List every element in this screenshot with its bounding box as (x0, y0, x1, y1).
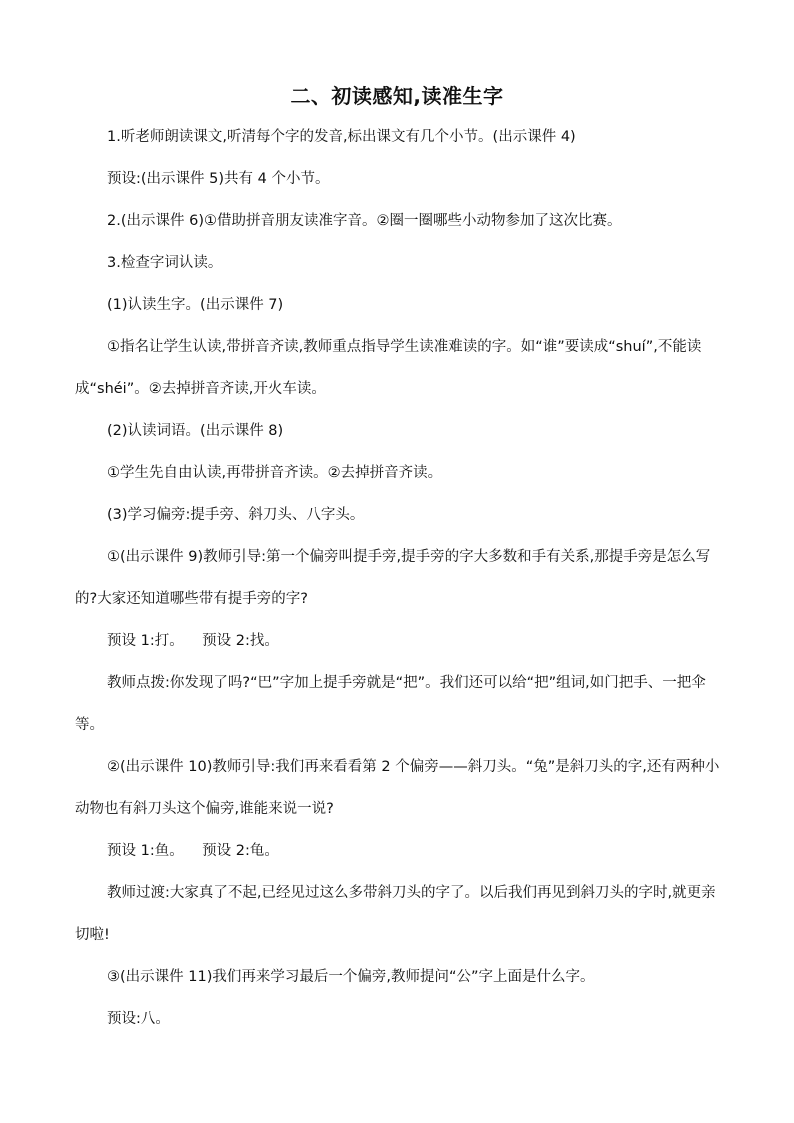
paragraph-16: ③(出示课件 11)我们再来学习最后一个偏旁,教师提问“公”字上面是什么字。 (107, 969, 595, 985)
paragraph-6: ①指名让学生认读,带拼音齐读,教师重点指导学生读准难读的字。如“谁”要读成“shuí”,不能读成“shéi”。②去掉拼音齐读,开火车读。 (75, 339, 702, 397)
paragraph-9: (3)学习偏旁:提手旁、斜刀头、八字头。 (107, 507, 365, 523)
paragraph-5: (1)认读生字。(出示课件 7) (107, 297, 284, 313)
paragraph-15: 教师过渡:大家真了不起,已经见过这么多带斜刀头的字了。以后我们再见到斜刀头的字时,就更亲切啦! (75, 885, 716, 943)
paragraph-1: 1.听老师朗读课文,听清每个字的发音,标出课文有几个小节。(出示课件 4) (107, 129, 576, 145)
paragraph-14: 预设 1:鱼。 预设 2:龟。 (107, 843, 279, 859)
paragraph-13: ②(出示课件 10)教师引导:我们再来看看第 2 个偏旁——斜刀头。“兔”是斜刀头的字,还有两种小动物也有斜刀头这个偏旁,谁能来说一说? (75, 759, 720, 817)
paragraph-8: ①学生先自由认读,再带拼音齐读。②去掉拼音齐读。 (107, 465, 443, 481)
paragraph-2: 预设:(出示课件 5)共有 4 个小节。 (107, 171, 330, 187)
paragraph-17: 预设:八。 (107, 1011, 170, 1027)
section-title: 二、初读感知,读准生字 (290, 84, 504, 108)
paragraph-10: ①(出示课件 9)教师引导:第一个偏旁叫提手旁,提手旁的字大多数和手有关系,那提手旁是怎么写的?大家还知道哪些带有提手旁的字? (75, 549, 711, 607)
paragraph-4: 3.检查字词认读。 (107, 255, 223, 271)
paragraph-11: 预设 1:打。 预设 2:找。 (107, 633, 279, 649)
paragraph-7: (2)认读词语。(出示课件 8) (107, 423, 284, 439)
paragraph-3: 2.(出示课件 6)①借助拼音朋友读准字音。②圈一圈哪些小动物参加了这次比赛。 (107, 213, 622, 229)
paragraph-12: 教师点拨:你发现了吗?“巴”字加上提手旁就是“把”。我们还可以给“把”组词,如门把手、一把伞等。 (75, 675, 706, 733)
